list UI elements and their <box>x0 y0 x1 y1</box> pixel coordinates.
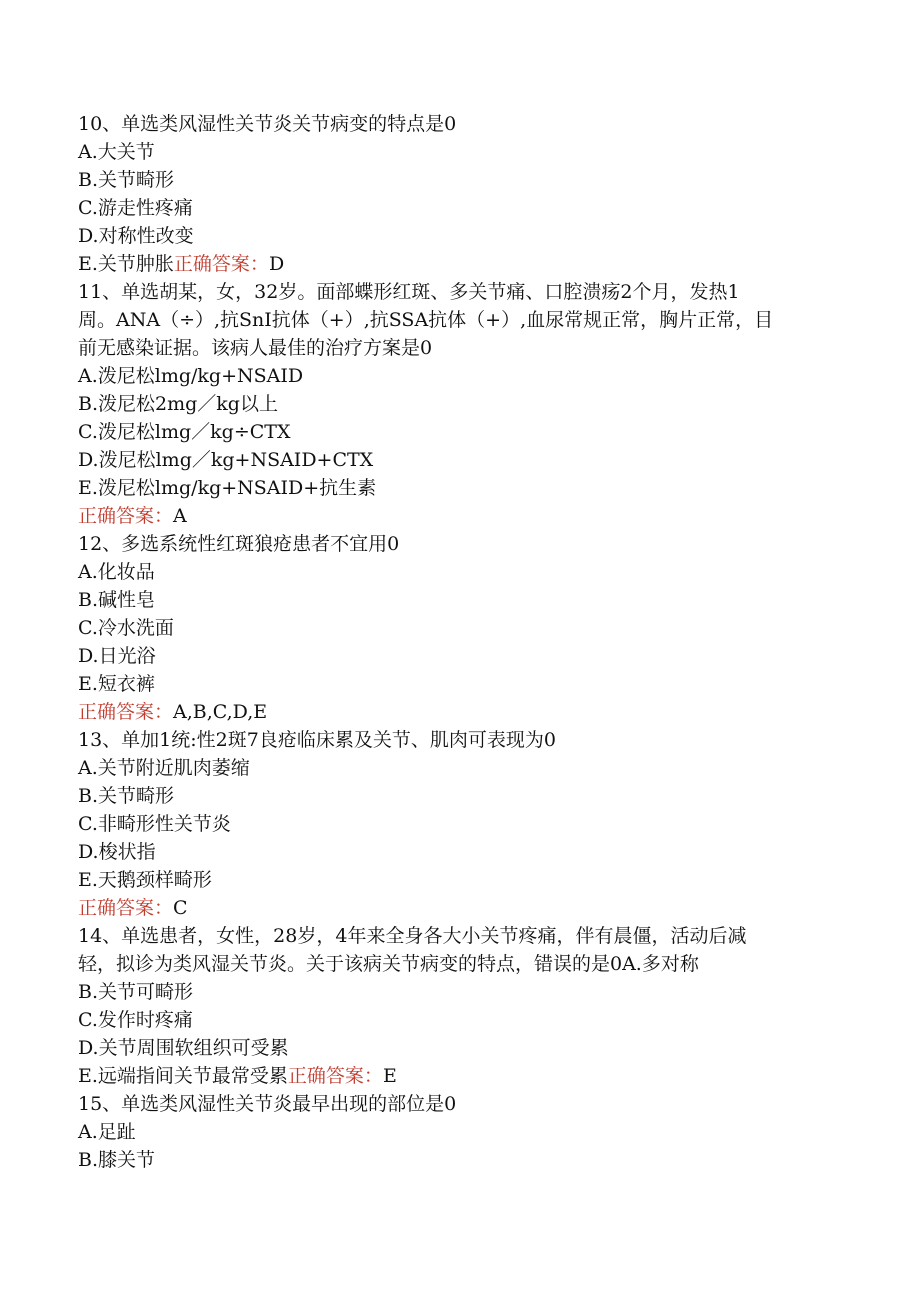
question-11-answer-value: A <box>173 505 187 527</box>
question-15-option-b: B.膝关节 <box>78 1149 156 1171</box>
question-11-option-a: A.泼尼松lmg/kg+NSAID <box>78 365 304 387</box>
question-10-stem: 10、单选类风湿性关节炎关节病变的特点是0 <box>78 113 457 135</box>
question-13-answer <box>78 894 858 922</box>
question-15-option-a: A.足趾 <box>78 1121 136 1143</box>
question-14-answer-value: E <box>382 1065 397 1087</box>
question-13-option-e: E.天鹅颈样畸形 <box>78 869 212 891</box>
question-14-option-e: E.远端指间关节最常受累 <box>78 1065 288 1087</box>
question-12-option-b: B.碱性皂 <box>78 589 156 611</box>
question-12-answer-label: 正确答案： <box>78 701 174 723</box>
question-12-answer-value: A,B,C,D,E <box>173 701 268 723</box>
question-10-option-c: C.游走性疼痛 <box>78 197 193 219</box>
question-10-answer-label: 正确答案： <box>173 253 269 275</box>
question-13-option-c: C.非畸形性关节炎 <box>78 813 231 835</box>
question-12-answer <box>78 698 858 726</box>
question-11-option-d: D.泼尼松lmg／kg+NSAID+CTX <box>78 449 374 471</box>
question-11-stem-line-1: 11、单选胡某，女，32岁。面部蝶形红斑、多关节痛、口腔溃疡2个月，发热1 <box>78 281 740 303</box>
document-body <box>78 110 858 1174</box>
question-10-answer-value: D <box>268 253 285 275</box>
question-12-stem: 12、多选系统性红斑狼疮患者不宜用0 <box>78 533 400 555</box>
question-12-option-c: C.冷水洗面 <box>78 617 174 639</box>
question-10-option-d: D.对称性改变 <box>78 225 194 247</box>
question-12-option-e: E.短衣裤 <box>78 673 155 695</box>
question-10-option-e-with-answer <box>78 250 858 278</box>
question-11-answer <box>78 502 858 530</box>
question-13-stem: 13、单加1统:性2斑7良疮临床累及关节、肌肉可表现为0 <box>78 729 556 751</box>
question-11-option-b: B.泼尼松2mg／kg以上 <box>78 393 278 415</box>
question-11-option-e: E.泼尼松lmg/kg+NSAID+抗生素 <box>78 477 377 499</box>
question-13-option-a: A.关节附近肌肉萎缩 <box>78 757 250 779</box>
question-12-option-a: A.化妆品 <box>78 561 155 583</box>
question-14-answer-label: 正确答案： <box>287 1065 383 1087</box>
question-13-option-d: D.梭状指 <box>78 841 156 863</box>
question-14-stem-line-2: 轻，拟诊为类风湿关节炎。关于该病关节病变的特点，错误的是0A.多对称 <box>78 953 699 975</box>
question-10-option-b: B.关节畸形 <box>78 169 175 191</box>
question-10-option-a: A.大关节 <box>78 141 155 163</box>
question-11-stem-line-2: 周。ANA（÷）,抗SnI抗体（+）,抗SSA抗体（+）,血尿常规正常，胸片正常，目 <box>78 309 774 331</box>
question-14-option-d: D.关节周围软组织可受累 <box>78 1037 289 1059</box>
question-14-stem-line-1: 14、单选患者，女性，28岁，4年来全身各大小关节疼痛，伴有晨僵，活动后减 <box>78 925 747 947</box>
question-13-answer-label: 正确答案： <box>78 897 174 919</box>
question-13-option-b: B.关节畸形 <box>78 785 175 807</box>
question-15-stem: 15、单选类风湿性关节炎最早出现的部位是0 <box>78 1093 457 1115</box>
question-14-option-c: C.发作时疼痛 <box>78 1009 193 1031</box>
question-11-answer-label: 正确答案： <box>78 505 174 527</box>
question-11-option-c: C.泼尼松lmg／kg÷CTX <box>78 421 291 443</box>
question-14-option-e-with-answer <box>78 1062 858 1090</box>
question-11-stem-line-3: 前无感染证据。该病人最佳的治疗方案是0 <box>78 337 433 359</box>
question-14-option-b: B.关节可畸形 <box>78 981 194 1003</box>
question-12-option-d: D.日光浴 <box>78 645 156 667</box>
question-10-option-e: E.关节肿胀 <box>78 253 174 275</box>
question-13-answer-value: C <box>173 897 188 919</box>
